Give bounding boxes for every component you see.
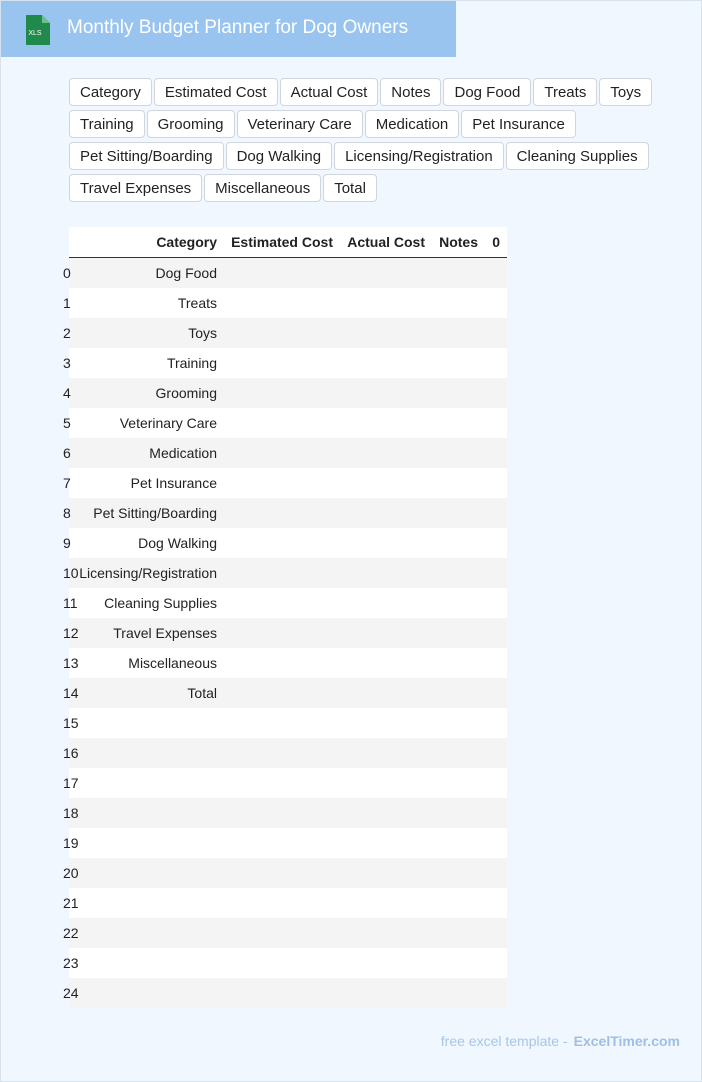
category-cell [69, 828, 224, 858]
zero-cell [485, 738, 507, 768]
notes-cell [432, 888, 485, 918]
zero-cell [485, 768, 507, 798]
estimated-cost-cell [224, 768, 340, 798]
column-header-notes: Notes [432, 227, 485, 258]
estimated-cost-cell [224, 948, 340, 978]
actual-cost-cell [340, 708, 432, 738]
estimated-cost-cell [224, 978, 340, 1008]
actual-cost-cell [340, 918, 432, 948]
notes-cell [432, 258, 485, 289]
estimated-cost-cell [224, 618, 340, 648]
actual-cost-cell [340, 888, 432, 918]
notes-cell [432, 768, 485, 798]
row-index-label: 22 [63, 925, 79, 941]
row-index-label: 3 [63, 355, 71, 371]
estimated-cost-cell [224, 408, 340, 438]
footer-brand-link[interactable]: ExcelTimer.com [573, 1033, 680, 1049]
zero-cell [485, 798, 507, 828]
zero-cell [485, 558, 507, 588]
zero-cell [485, 498, 507, 528]
column-header-estimated-cost: Estimated Cost [224, 227, 340, 258]
notes-cell [432, 348, 485, 378]
notes-cell [432, 678, 485, 708]
notes-cell [432, 918, 485, 948]
actual-cost-cell [340, 678, 432, 708]
actual-cost-cell [340, 408, 432, 438]
row-index-label: 11 [63, 595, 78, 611]
row-index-label: 1 [63, 295, 71, 311]
row-index-label: 7 [63, 475, 71, 491]
table-row [69, 588, 507, 618]
zero-cell [485, 978, 507, 1008]
table-row [69, 738, 507, 768]
estimated-cost-cell [224, 858, 340, 888]
column-chip[interactable]: Training [69, 110, 145, 138]
category-cell [69, 888, 224, 918]
category-cell [69, 858, 224, 888]
column-chip[interactable]: Actual Cost [280, 78, 379, 106]
actual-cost-cell [340, 348, 432, 378]
actual-cost-cell [340, 438, 432, 468]
actual-cost-cell [340, 828, 432, 858]
category-cell: Dog Walking [69, 528, 224, 558]
category-cell: Miscellaneous [69, 648, 224, 678]
zero-cell [485, 468, 507, 498]
actual-cost-cell [340, 798, 432, 828]
actual-cost-cell [340, 648, 432, 678]
column-chip[interactable]: Notes [380, 78, 441, 106]
table-row [69, 558, 507, 588]
row-index-label: 19 [63, 835, 79, 851]
actual-cost-cell [340, 588, 432, 618]
actual-cost-cell [340, 288, 432, 318]
category-cell [69, 738, 224, 768]
zero-cell [485, 288, 507, 318]
row-index-label: 8 [63, 505, 71, 521]
category-cell: Pet Insurance [69, 468, 224, 498]
category-cell: Travel Expenses [69, 618, 224, 648]
notes-cell [432, 498, 485, 528]
estimated-cost-cell [224, 828, 340, 858]
notes-cell [432, 288, 485, 318]
actual-cost-cell [340, 318, 432, 348]
table-row [69, 438, 507, 468]
zero-cell [485, 348, 507, 378]
column-chip-list [69, 78, 669, 206]
table-row [69, 408, 507, 438]
category-cell [69, 918, 224, 948]
row-index-label: 12 [63, 625, 79, 641]
notes-cell [432, 828, 485, 858]
estimated-cost-cell [224, 258, 340, 289]
row-index-label: 13 [63, 655, 79, 671]
column-chip[interactable]: Toys [599, 78, 652, 106]
budget-table [63, 227, 515, 1008]
column-chip[interactable]: Pet Insurance [461, 110, 576, 138]
category-cell: Medication [69, 438, 224, 468]
title-banner [1, 1, 456, 57]
actual-cost-cell [340, 768, 432, 798]
notes-cell [432, 618, 485, 648]
table-row [69, 648, 507, 678]
category-cell [69, 768, 224, 798]
estimated-cost-cell [224, 588, 340, 618]
category-cell [69, 978, 224, 1008]
category-cell: Cleaning Supplies [69, 588, 224, 618]
row-index-label: 23 [63, 955, 79, 971]
column-header-zero: 0 [485, 227, 507, 258]
column-chip[interactable]: Medication [365, 110, 460, 138]
table-row [69, 498, 507, 528]
row-index-label: 17 [63, 775, 79, 791]
estimated-cost-cell [224, 468, 340, 498]
zero-cell [485, 828, 507, 858]
notes-cell [432, 468, 485, 498]
column-chip[interactable]: Veterinary Care [237, 110, 363, 138]
row-index-label: 10 [63, 565, 79, 581]
zero-cell [485, 528, 507, 558]
notes-cell [432, 738, 485, 768]
table-row [69, 288, 507, 318]
notes-cell [432, 438, 485, 468]
table-row [69, 888, 507, 918]
estimated-cost-cell [224, 798, 340, 828]
actual-cost-cell [340, 528, 432, 558]
column-chip[interactable]: Pet Sitting/Boarding [69, 142, 224, 170]
table-row [69, 978, 507, 1008]
row-index-label: 16 [63, 745, 79, 761]
zero-cell [485, 588, 507, 618]
estimated-cost-cell [224, 888, 340, 918]
category-cell: Dog Food [69, 258, 224, 289]
estimated-cost-cell [224, 498, 340, 528]
zero-cell [485, 888, 507, 918]
category-cell: Licensing/Registration [69, 558, 224, 588]
estimated-cost-cell [224, 738, 340, 768]
notes-cell [432, 648, 485, 678]
notes-cell [432, 708, 485, 738]
category-cell: Pet Sitting/Boarding [69, 498, 224, 528]
column-chip[interactable]: Estimated Cost [154, 78, 278, 106]
excel-icon-label: XLS [28, 30, 42, 37]
row-index-label: 15 [63, 715, 79, 731]
actual-cost-cell [340, 948, 432, 978]
notes-cell [432, 978, 485, 1008]
notes-cell [432, 408, 485, 438]
table-row [69, 828, 507, 858]
zero-cell [485, 318, 507, 348]
estimated-cost-cell [224, 348, 340, 378]
table-row [69, 708, 507, 738]
zero-cell [485, 648, 507, 678]
page-title: Monthly Budget Planner for Dog Owners [67, 17, 409, 38]
column-chip[interactable]: Miscellaneous [204, 174, 321, 202]
row-index-label: 18 [63, 805, 79, 821]
notes-cell [432, 528, 485, 558]
zero-cell [485, 438, 507, 468]
estimated-cost-cell [224, 438, 340, 468]
column-chip[interactable]: Licensing/Registration [334, 142, 504, 170]
column-chip[interactable]: Dog Walking [226, 142, 332, 170]
actual-cost-cell [340, 498, 432, 528]
actual-cost-cell [340, 978, 432, 1008]
notes-cell [432, 588, 485, 618]
column-chip[interactable]: Total [323, 174, 377, 202]
table-row [69, 468, 507, 498]
actual-cost-cell [340, 378, 432, 408]
table-row [69, 678, 507, 708]
column-chip[interactable]: Treats [533, 78, 597, 106]
row-index-label: 21 [63, 895, 79, 911]
estimated-cost-cell [224, 528, 340, 558]
estimated-cost-cell [224, 648, 340, 678]
estimated-cost-cell [224, 918, 340, 948]
actual-cost-cell [340, 558, 432, 588]
row-index-label: 5 [63, 415, 71, 431]
actual-cost-cell [340, 738, 432, 768]
zero-cell [485, 708, 507, 738]
column-chip[interactable]: Cleaning Supplies [506, 142, 649, 170]
row-index-label: 0 [63, 265, 71, 281]
estimated-cost-cell [224, 708, 340, 738]
actual-cost-cell [340, 258, 432, 289]
zero-cell [485, 858, 507, 888]
row-index-label: 20 [63, 865, 79, 881]
notes-cell [432, 858, 485, 888]
actual-cost-cell [340, 618, 432, 648]
category-cell [69, 798, 224, 828]
footer-credit [441, 1033, 680, 1049]
row-index-label: 2 [63, 325, 71, 341]
table-row [69, 528, 507, 558]
table-row [69, 768, 507, 798]
category-cell: Grooming [69, 378, 224, 408]
row-index-label: 24 [63, 985, 79, 1001]
zero-cell [485, 918, 507, 948]
row-index-label: 4 [63, 385, 71, 401]
table-row [69, 858, 507, 888]
footer-text: free excel template - [440, 1033, 568, 1049]
estimated-cost-cell [224, 318, 340, 348]
table-row [69, 348, 507, 378]
estimated-cost-cell [224, 378, 340, 408]
category-cell: Toys [69, 318, 224, 348]
notes-cell [432, 948, 485, 978]
row-index-label: 9 [63, 535, 71, 551]
category-cell: Total [69, 678, 224, 708]
actual-cost-cell [340, 468, 432, 498]
zero-cell [485, 378, 507, 408]
category-cell [69, 708, 224, 738]
column-chip[interactable]: Category [69, 78, 152, 106]
excel-file-icon [24, 15, 50, 45]
category-cell: Training [69, 348, 224, 378]
row-index-label: 6 [63, 445, 71, 461]
table-row [69, 318, 507, 348]
category-cell [69, 948, 224, 978]
category-cell: Veterinary Care [69, 408, 224, 438]
table-row [69, 378, 507, 408]
row-index-label: 14 [63, 685, 79, 701]
actual-cost-cell [340, 858, 432, 888]
zero-cell [485, 258, 507, 289]
zero-cell [485, 408, 507, 438]
table-row [69, 918, 507, 948]
column-chip[interactable]: Grooming [147, 110, 235, 138]
column-chip[interactable]: Travel Expenses [69, 174, 202, 202]
column-header-actual-cost: Actual Cost [340, 227, 432, 258]
notes-cell [432, 558, 485, 588]
column-header-category: Category [69, 227, 224, 258]
notes-cell [432, 798, 485, 828]
column-chip[interactable]: Dog Food [443, 78, 531, 106]
zero-cell [485, 678, 507, 708]
table-row [69, 948, 507, 978]
notes-cell [432, 318, 485, 348]
table-row [69, 618, 507, 648]
table-row [69, 798, 507, 828]
table-header-row [69, 227, 507, 258]
category-cell: Treats [69, 288, 224, 318]
table-row [69, 258, 507, 289]
estimated-cost-cell [224, 678, 340, 708]
zero-cell [485, 618, 507, 648]
zero-cell [485, 948, 507, 978]
estimated-cost-cell [224, 558, 340, 588]
estimated-cost-cell [224, 288, 340, 318]
notes-cell [432, 378, 485, 408]
